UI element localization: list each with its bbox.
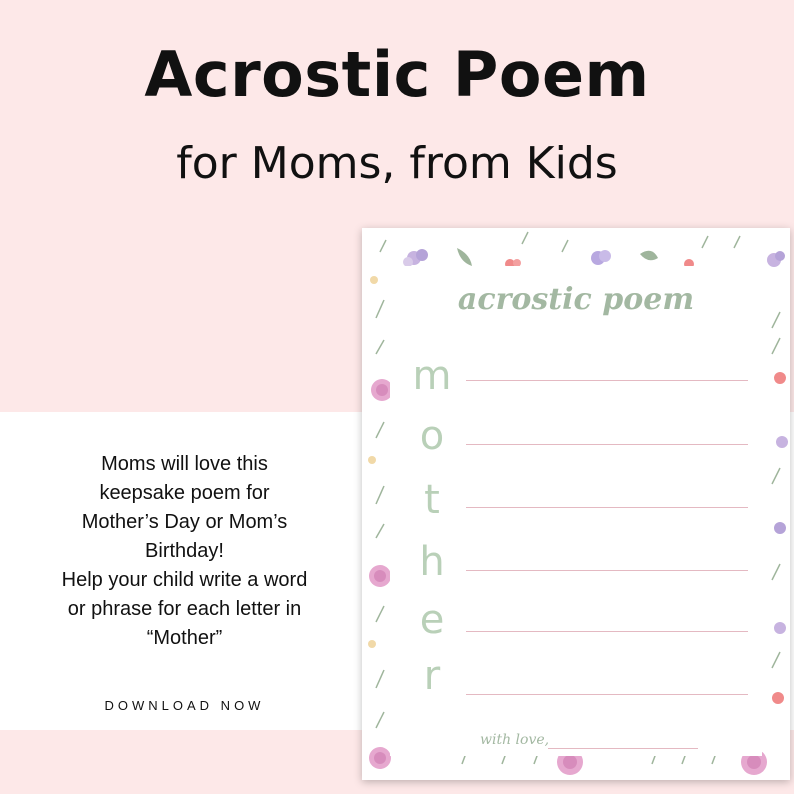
leaf-icon [640, 251, 658, 260]
description-text [12, 450, 357, 653]
worksheet-body [390, 266, 762, 756]
flower-icon [591, 250, 611, 265]
sprig-icon [376, 300, 384, 728]
letter-o: o [419, 413, 445, 459]
writing-line[interactable] [466, 694, 748, 695]
sprig-icon [772, 312, 780, 668]
writing-line[interactable] [466, 570, 748, 571]
description-line: or phrase for each letter in [67, 598, 302, 620]
description-line: Help your child write a word [61, 569, 308, 591]
sprig-icon [380, 232, 740, 252]
writing-line[interactable] [466, 507, 748, 508]
worksheet-preview [362, 228, 790, 780]
flower-icon [767, 251, 785, 267]
writing-line[interactable] [466, 444, 748, 445]
letter-e: e [419, 597, 445, 643]
page-title: Acrostic Poem [144, 38, 650, 111]
description-line: Moms will love this [101, 453, 268, 475]
flower-icon [403, 249, 428, 267]
letter-t: t [424, 477, 440, 523]
leaf-icon [457, 248, 472, 266]
writing-line[interactable] [466, 631, 748, 632]
description-line: Birthday! [145, 540, 224, 562]
letter-m: m [412, 353, 452, 399]
letter-h: h [419, 539, 445, 585]
description-line: keepsake poem for [99, 482, 270, 504]
signature-line[interactable] [548, 748, 698, 749]
description-line: Mother’s Day or Mom’s [81, 511, 288, 533]
writing-line[interactable] [466, 380, 748, 381]
download-now-link[interactable]: DOWNLOAD NOW [104, 698, 265, 713]
worksheet-title: acrostic poem [457, 282, 695, 317]
description-line: “Mother” [146, 627, 223, 649]
letter-r: r [423, 653, 441, 699]
flower-icon [772, 372, 788, 704]
with-love-label: with love, [480, 732, 550, 748]
page-subtitle: for Moms, from Kids [176, 138, 618, 189]
